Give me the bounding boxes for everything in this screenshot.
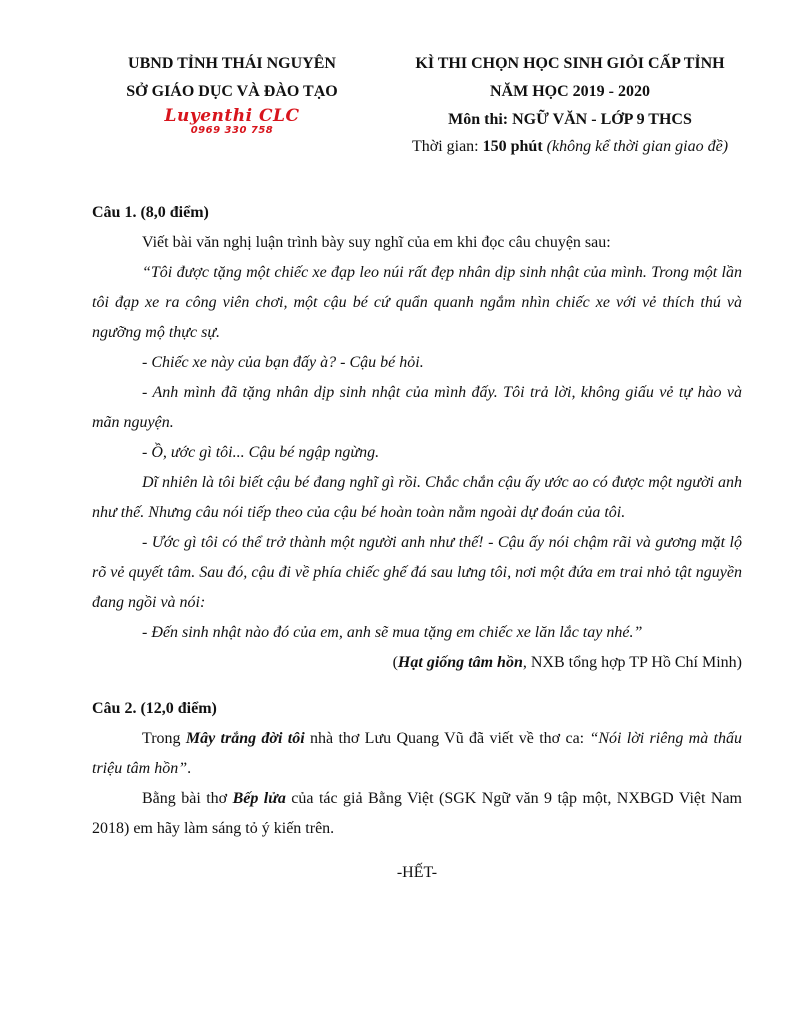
story-paragraph: - Ước gì tôi có thể trở thành một người anh như thế! - Cậu ấy nói chậm rãi và gương mặt lộ rõ vẻ quyết tâm. Sau đó, cậu đi về phía chiếc ghế đá sau lưng tôi, nơi một đứa em trai nhỏ tật nguyền đang ngồi và nói:: [92, 534, 742, 611]
story-source: [92, 648, 742, 678]
q2-poem-title: Bếp lửa: [232, 790, 286, 807]
question-2-paragraph-2: [92, 784, 742, 844]
time-line: [385, 134, 755, 160]
exam-body: [92, 198, 742, 888]
source-title: Hạt giống tâm hồn: [397, 654, 523, 671]
story-paragraph: Dĩ nhiên là tôi biết cậu bé đang nghĩ gì rồi. Chắc chắn cậu ấy ước ao có được một người anh như thế. Nhưng câu nói tiếp theo của cậu bé hoàn toàn nằm ngoài dự đoán của tôi.: [92, 474, 742, 521]
subject-line: Môn thi: NGỮ VĂN - LỚP 9 THCS: [448, 111, 692, 128]
story-paragraph: - Đến sinh nhật nào đó của em, anh sẽ mua tặng em chiếc xe lăn lắc tay nhé.”: [142, 624, 643, 641]
story-paragraph: - Chiếc xe này của bạn đấy à? - Cậu bé hỏi.: [142, 354, 424, 371]
end-marker: -HẾT-: [396, 864, 438, 881]
q2-text: Bằng bài thơ: [142, 790, 233, 807]
school-year: NĂM HỌC 2019 - 2020: [490, 83, 650, 100]
q2-text: Trong: [142, 730, 186, 747]
q2-work-title: Mây trắng đời tôi: [185, 730, 305, 747]
header-left: [92, 50, 372, 136]
stamp-name: Luyenthi CLC: [164, 106, 300, 126]
q2-text: .: [187, 760, 192, 777]
q2-quote: “Nói lời riêng mà thấu triệu tâm hồn”: [92, 730, 742, 777]
question-2-title: Câu 2. (12,0 điểm): [92, 700, 217, 717]
office-name: SỞ GIÁO DỤC VÀ ĐÀO TẠO: [126, 83, 338, 100]
question-1-prompt: Viết bài văn nghị luận trình bày suy nghĩ của em khi đọc câu chuyện sau:: [142, 234, 611, 251]
source-open: (: [392, 654, 398, 671]
question-1-title: Câu 1. (8,0 điểm): [92, 204, 209, 221]
luyenthi-stamp: [92, 108, 372, 136]
question-2-paragraph-1: [92, 724, 742, 784]
header-right: [385, 50, 755, 160]
story-paragraph: - Anh mình đã tặng nhân dịp sinh nhật của mình đấy. Tôi trả lời, không giấu vẻ tự hào và mãn nguyện.: [92, 384, 742, 431]
exam-title: KÌ THI CHỌN HỌC SINH GIỎI CẤP TỈNH: [415, 55, 725, 72]
q2-text: nhà thơ Lưu Quang Vũ đã viết về thơ ca:: [304, 730, 590, 747]
time-note: (không kể thời gian giao đề): [542, 138, 729, 155]
spacer: [92, 678, 742, 694]
time-value: 150 phút: [482, 138, 543, 155]
stamp-phone: 0969 330 758: [190, 125, 274, 136]
story-paragraph: “Tôi được tặng một chiếc xe đạp leo núi rất đẹp nhân dịp sinh nhật của mình. Trong một lần tôi đạp xe ra công viên chơi, một cậu bé cứ quẩn quanh ngắm nhìn chiếc xe với vẻ thích thú và ngưỡng mộ thực sự.: [92, 264, 742, 341]
story-paragraph: - Ồ, ước gì tôi... Cậu bé ngập ngừng.: [142, 444, 380, 461]
source-publisher: , NXB tổng hợp TP Hồ Chí Minh): [522, 654, 742, 671]
time-label: Thời gian:: [411, 138, 483, 155]
q2-text: của tác giả Bằng Việt (SGK Ngữ văn 9 tập một, NXBGD Việt Nam 2018) em hãy làm sáng tỏ ý kiến trên.: [92, 790, 742, 837]
department-name: UBND TỈNH THÁI NGUYÊN: [128, 55, 336, 72]
